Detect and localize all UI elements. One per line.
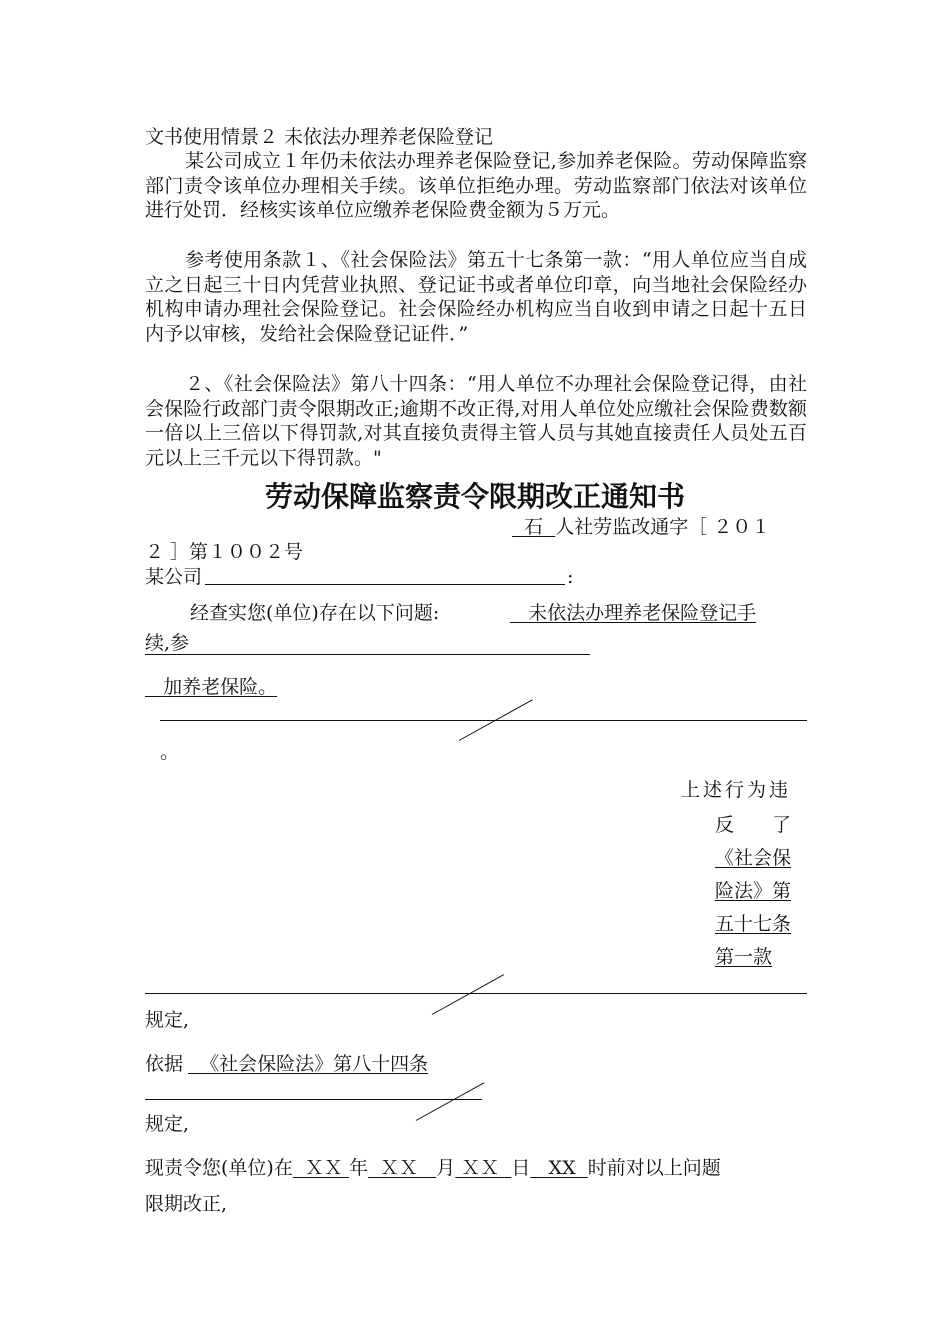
violation-line-1: 上述行为违 — [681, 779, 792, 801]
addressee-colon: : — [567, 566, 574, 588]
violation-line-2: 反 了 — [715, 814, 792, 836]
violation-line-6: 第一款 — [715, 946, 773, 968]
hour-field: XX — [548, 1157, 576, 1179]
month-label: 月 — [436, 1157, 456, 1179]
order-line — [145, 1156, 721, 1180]
year-label: 年 — [348, 1157, 368, 1179]
scenario-paragraph-1: 某公司成立１年仍未依法办理养老保险登记,参加养老保险。劳动保障监察部门责令该单位办理相关手续。该单位拒绝办理。劳动监察部门依法对该单位进行处罚．经核实该单位应缴养老保险费金额为５万元。 — [145, 150, 807, 221]
blank-line-3 — [145, 1099, 482, 1100]
addressee-blank-line — [205, 584, 565, 585]
problem-text-line3: 加养老保险。 — [163, 676, 278, 698]
scenario-paragraph-3: ２、《社会保险法》第八十四条：“用人单位不办理社会保险登记得，由社会保险行政部门责令限期改正;逾期不改正得,对用人单位处应缴社会保险费数额一倍以上三倍以下得罚款,对其直接负责得主管人员与其她直接责任人员处五百元以上三千元以下得罚款。" — [145, 373, 807, 469]
strike-slash-3 — [416, 1082, 485, 1121]
violation-line-3: 《社会保 — [715, 847, 792, 869]
blank-line-2 — [145, 993, 807, 994]
year-field: ＸＸ — [304, 1157, 343, 1179]
day-field: ＸＸ — [461, 1157, 500, 1179]
violation-line-5: 五十七条 — [715, 913, 792, 935]
notice-title: 劳动保障监察责令限期改正通知书 — [264, 480, 685, 513]
doc-number-prefix: 石 — [524, 516, 544, 538]
month-field: ＸＸ — [380, 1157, 419, 1179]
problem-text-line2: 续,参 — [145, 632, 190, 654]
order-prefix: 现责令您(单位)在 — [145, 1157, 293, 1179]
addressee: 某公司 — [145, 566, 203, 588]
hour-suffix: 时前对以上问题 — [587, 1157, 721, 1179]
document-number-line2: ２ ］第１００２号 — [145, 541, 304, 563]
day-label: 日 — [511, 1157, 531, 1179]
basis-label: 依据 — [145, 1053, 184, 1075]
violation-line-4: 险法》第 — [715, 880, 792, 902]
blank-line-1 — [160, 720, 807, 721]
provision-end-2: 规定, — [145, 1113, 190, 1135]
document-number — [512, 515, 770, 539]
doc-number-mid: 人社劳监改通字［ ２０１ — [555, 516, 771, 538]
scenario-heading: 文书使用情景２ 未依法办理养老保险登记 — [145, 126, 494, 148]
problem-underline-2 — [145, 654, 590, 655]
order-line-2: 限期改正, — [145, 1193, 228, 1215]
strike-slash-2 — [432, 974, 504, 1015]
provision-end-1: 规定, — [145, 1009, 190, 1031]
problem-label: 经查实您(单位)存在以下问题: — [190, 602, 440, 624]
period-mark: 。 — [160, 741, 180, 763]
basis-text: 《社会保险法》第八十四条 — [200, 1053, 429, 1075]
scenario-paragraph-2: 参考使用条款１、《社会保险法》第五十七条第一款：“用人单位应当自成立之日起三十日内凭营业执照、登记证书或者单位印章，向当地社会保险经办机构申请办理社会保险登记。社会保险经办机构应当自收到申请之日起十五日内予以审核，发给社会保险登记证件．” — [145, 249, 807, 345]
problem-text-line1: 未依法办理养老保险登记手 — [528, 602, 757, 624]
